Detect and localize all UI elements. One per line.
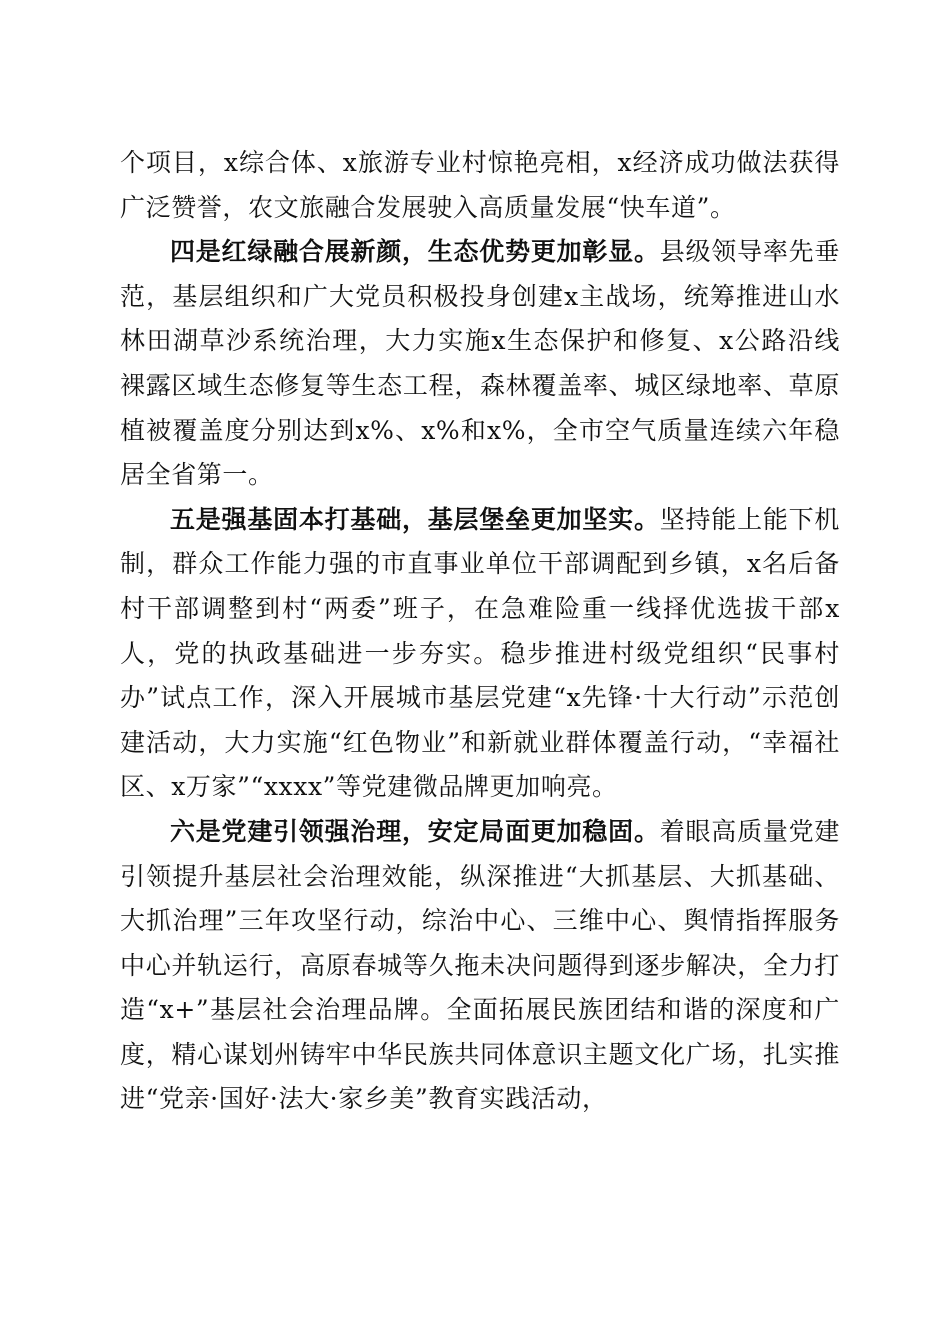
paragraph-grassroots bbox=[120, 498, 840, 810]
paragraph-body-text: 着眼高质量党建引领提升基层社会治理效能，纵深推进“大抓基层、大抓基础、大抓治理”三年攻坚行动，综治中心、三维中心、舆情指挥服务中心并轨运行，高原春城等久拖未决问题得到逐步解决，全力打造“x+”基层社会治理品牌。全面拓展民族团结和谐的深度和广度，精心谋划州铸牢中华民族共同体意识主题文化广场，扎实推进“党亲·国好·法大·家乡美”教育实践活动， bbox=[120, 816, 841, 1114]
paragraph-heading: 四是红绿融合展新颜，生态优势更加彰显。 bbox=[170, 237, 660, 267]
paragraph-governance bbox=[120, 810, 840, 1122]
paragraph-heading: 六是党建引领强治理，安定局面更加稳固。 bbox=[170, 816, 660, 846]
paragraph-body-text: 县级领导率先垂范，基层组织和广大党员积极投身创建x主战场，统筹推进山水林田湖草沙系统治理，大力实施x生态保护和修复、x公路沿线裸露区域生态修复等生态工程，森林覆盖率、城区绿地率、草原植被覆盖度分别达到x%、x%和x%，全市空气质量连续六年稳居全省第一。 bbox=[120, 237, 841, 490]
paragraph-heading: 五是强基固本打基础，基层堡垒更加坚实。 bbox=[170, 504, 660, 534]
paragraph-ecology bbox=[120, 230, 840, 498]
paragraph-body-text: 个项目，x综合体、x旅游专业村惊艳亮相，x经济成功做法获得广泛赞誉，农文旅融合发展驶入高质量发展“快车道”。 bbox=[120, 148, 840, 222]
paragraph-body-text: 坚持能上能下机制，群众工作能力强的市直事业单位干部调配到乡镇，x名后备村干部调整到村“两委”班子，在急难险重一线择优选拔干部x人，党的执政基础进一步夯实。稳步推进村级党组织“民事村办”试点工作，深入开展城市基层党建“x先锋·十大行动”示范创建活动，大力实施“红色物业”和新就业群体覆盖行动，“幸福社区、x万家”“xxxx”等党建微品牌更加响亮。 bbox=[120, 504, 841, 802]
document-body bbox=[120, 141, 840, 1122]
paragraph-continuation bbox=[120, 141, 840, 230]
